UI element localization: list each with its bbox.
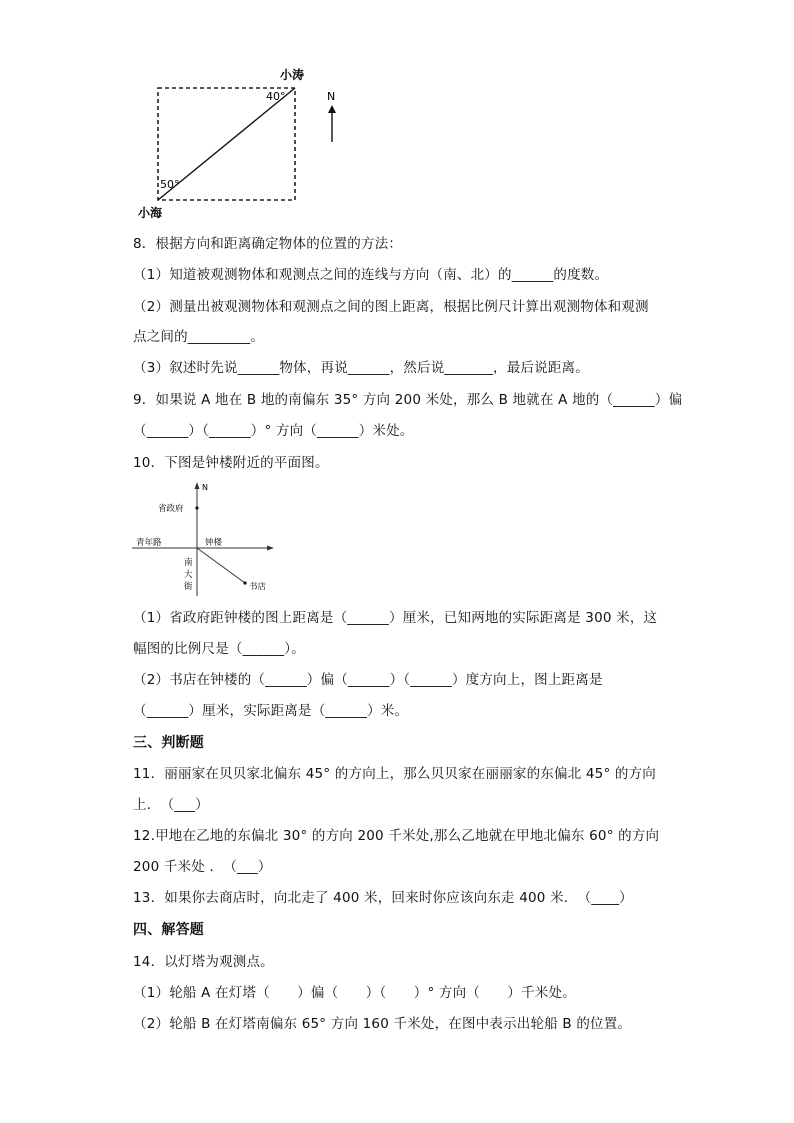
q8-part2-line2: 点之间的_________。 <box>133 329 265 345</box>
q10-part2-line1: （2）书店在钟楼的（______）偏（______）（______）度方向上，图上距离是 <box>133 672 603 688</box>
section-answer-title: 四、解答题 <box>133 922 204 938</box>
map-street-char1: 南 <box>184 558 193 568</box>
q14-title: 14．以灯塔为观测点。 <box>133 954 274 970</box>
q8-part1: （1）知道被观测物体和观测点之间的连线与方向（南、北）的______的度数。 <box>133 267 609 283</box>
q10-part1-line1: （1）省政府距钟楼的图上距离是（______）厘米，已知两地的实际距离是 300 米，这 <box>133 610 658 626</box>
q10-part1-line2: 幅图的比例尺是（______）。 <box>133 641 305 657</box>
map-gov-label: 省政府 <box>158 504 184 514</box>
q13-line1: 13．如果你去商店时，向北走了 400 米，回来时你应该向东走 400 米． （____） <box>133 890 633 906</box>
map-tower-label: 钟楼 <box>205 538 223 548</box>
bell-tower-map <box>130 478 290 600</box>
q9-line1: 9．如果说 A 地在 B 地的南偏东 35° 方向 200 米处，那么 B 地就在 A 地的（______）偏 <box>133 392 683 408</box>
q8-part3: （3）叙述时先说______物体，再说______，然后说_______，最后说距离。 <box>133 360 589 376</box>
label-xiaotao: 小涛 <box>280 68 305 82</box>
map-north-label: N <box>202 483 208 492</box>
label-xiaohai: 小海 <box>138 206 163 220</box>
east-arrow-icon <box>267 546 274 551</box>
north-arrow-icon <box>195 482 200 489</box>
angle-50: 50° <box>160 178 180 191</box>
direction-figure <box>130 62 360 222</box>
shop-line <box>197 548 245 583</box>
q14-part2: （2）轮船 B 在灯塔南偏东 65° 方向 160 千米处，在图中表示出轮船 B 的位置。 <box>133 1016 632 1032</box>
map-road-label: 青年路 <box>136 538 162 548</box>
q8-title: 8．根据方向和距离确定物体的位置的方法： <box>133 236 403 252</box>
q10-part2-line2: （______）厘米，实际距离是（______）米。 <box>133 703 409 719</box>
q9-line2: （______）（______）° 方向（______）米处。 <box>133 423 414 439</box>
map-street-char3: 街 <box>184 582 193 592</box>
map-shop-label: 书店 <box>249 582 267 592</box>
angle-40: 40° <box>266 90 286 103</box>
q12-line2: 200 千米处 ． （___） <box>133 859 272 875</box>
gov-point <box>195 506 198 509</box>
q12-line1: 12.甲地在乙地的东偏北 30° 的方向 200 千米处,那么乙地就在甲地北偏东 60° 的方向 <box>133 828 660 844</box>
north-label: N <box>327 90 336 103</box>
section-judge-title: 三、判断题 <box>133 735 204 751</box>
q11-line1: 11．丽丽家在贝贝家北偏东 45° 的方向上，那么贝贝家在丽丽家的东偏北 45° 的方向 <box>133 766 656 782</box>
q8-part2-line1: （2）测量出被观测物体和观测点之间的图上距离，根据比例尺计算出观测物体和观测 <box>133 299 649 315</box>
north-arrowhead-icon <box>328 105 336 113</box>
q10-title: 10．下图是钟楼附近的平面图。 <box>133 455 329 471</box>
map-street-char2: 大 <box>184 570 193 580</box>
q14-part1: （1）轮船 A 在灯塔（ ）偏（ ）（ ）° 方向（ ）千米处。 <box>133 985 576 1001</box>
shop-point <box>243 581 246 584</box>
q11-line2: 上． （___） <box>133 797 209 813</box>
